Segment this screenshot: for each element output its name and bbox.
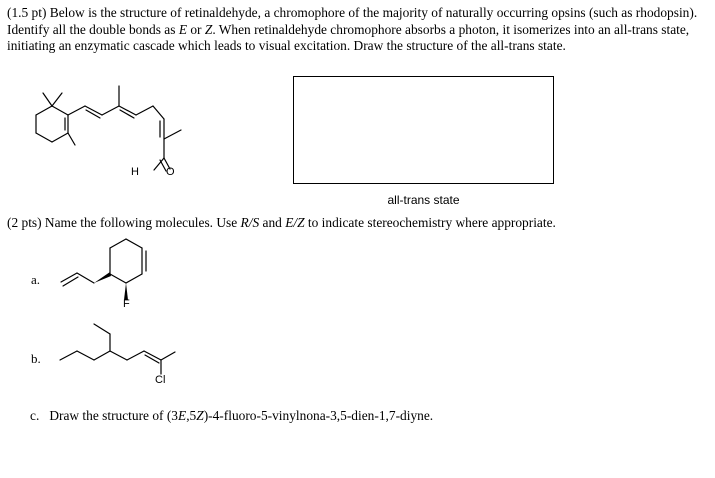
q1-or: or (187, 21, 205, 37)
label-b: b. (31, 351, 41, 366)
retinal-atom-o: O (166, 166, 175, 178)
q2c-part: Draw the structure of (3 (49, 408, 178, 423)
question-2c (30, 408, 433, 424)
q2-rs: R/S (240, 215, 260, 230)
q1-text-part: (1.5 pt) Below is the structure of retinaldehyde, a chromophore of the majority of naturally occurring opsins (such as rhodopsin). Identify all the double bonds as (7, 5, 698, 37)
question-2-text (7, 215, 707, 231)
retinal-ring (36, 93, 75, 145)
q2-and: and (259, 215, 286, 230)
molecule-b-atom-cl: Cl (155, 374, 166, 386)
q1-E: E (178, 21, 187, 37)
q2-ez: E/Z (285, 215, 305, 230)
q2-text-part-2: to indicate stereochemistry where appropriate. (304, 215, 556, 230)
q1-text-part-2: . When retinaldehyde chromophore absorbs a photon, it isomerizes into an all-trans state, initiating an enzymatic cascade which leads to visual excitation. Draw the structure of the all-trans state. (7, 21, 690, 54)
retinal-chain (68, 86, 181, 171)
label-a: a. (31, 272, 41, 287)
retinal-atom-h: H (131, 166, 139, 178)
q2c-post: )-4-fluoro-5-vinylnona-3,5-dien-1,7-diyne. (203, 408, 434, 423)
q2c-mid: ,5 (186, 408, 197, 423)
answer-box[interactable] (293, 76, 554, 184)
molecule-b (60, 324, 175, 374)
q2c-E: E (178, 408, 187, 423)
molecule-a-atom-f: F (123, 298, 130, 310)
q1-Z: Z (204, 21, 213, 37)
label-c: c. (30, 408, 40, 423)
q2c-Z: Z (196, 408, 204, 423)
answer-box-caption: all-trans state (387, 193, 460, 207)
q2-text-part: (2 pts) Name the following molecules. Use (7, 215, 241, 230)
wedge-bond-a (94, 272, 111, 283)
